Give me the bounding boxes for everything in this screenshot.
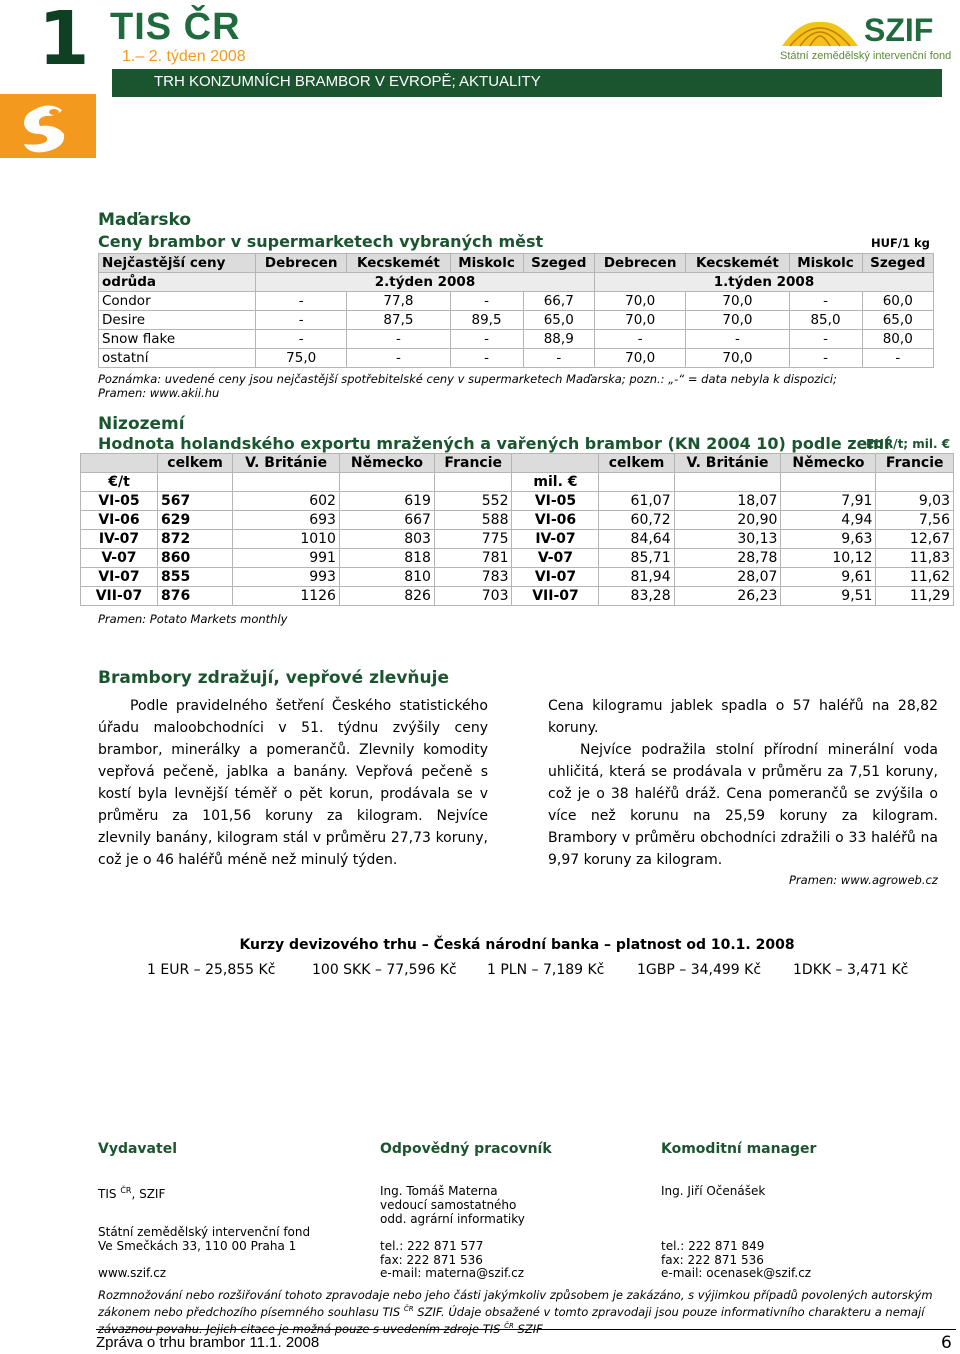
price-cell: - (450, 292, 523, 311)
table-row (99, 292, 934, 311)
value-cell: 9,51 (781, 587, 876, 606)
footer-manager-heading: Komoditní manager (661, 1141, 817, 1157)
price-cell: - (686, 330, 789, 349)
value-cell: 11,29 (876, 587, 954, 606)
szif-logo-text: SZIF (864, 12, 934, 48)
value-cell: 30,13 (674, 530, 781, 549)
price-cell: 65,0 (862, 311, 933, 330)
unit-cell: €/t (81, 473, 158, 492)
table-header-cell: Kecskemét (347, 254, 450, 273)
variety-cell: ostatní (99, 349, 256, 368)
price-cell: 70,0 (686, 349, 789, 368)
value-cell: 629 (158, 511, 233, 530)
price-cell: 70,0 (594, 311, 685, 330)
responsible-tel: tel.: 222 871 577 (380, 1239, 484, 1253)
value-cell: 783 (434, 568, 512, 587)
value-cell: 860 (158, 549, 233, 568)
szif-logo-subtitle: Státní zemědělský intervenční fond (780, 50, 952, 62)
article-left-column: Podle pravidelného šetření Českého statistického úřadu maloobchodníci v 51. týdnu zvýšily ceny brambor, minerálky a pomerančů. Zlevnily komodity vepřová pečeně, jablka a banány. Vepřová pečeně s kostí byla levnější téměř o pět korun, prodávala se v průměru za 101,56 koruny za kilogram. Nejvíce zlevnily banány, kilogram stál v průměru 27,73 koruny, což je o 46 haléřů méně než minulý týden. (98, 698, 488, 868)
table-row (99, 311, 934, 330)
value-cell: 552 (434, 492, 512, 511)
exchange-rate-item: 1DKK – 3,471 Kč (793, 962, 909, 978)
value-cell: 83,28 (599, 587, 674, 606)
period-cell: VII-07 (512, 587, 599, 606)
netherlands-unit: EUR/t; mil. € (866, 437, 951, 451)
table-row (99, 330, 934, 349)
header-bar-title: TRH KONZUMNÍCH BRAMBOR V EVROPĚ; AKTUALITY (154, 73, 541, 90)
table-row (81, 587, 954, 606)
price-cell: - (256, 330, 347, 349)
copyright-disclaimer: Rozmnožování nebo rozšiřování tohoto zpravodaje nebo jeho části jakýmkoliv způsobem je zakázáno, s výjimkou případů povolených autorským zákonem nebo předchozího písemného souhlasu TIS $^{ČR}$ SZIF. Údaje obsažené v tomto zpravodaji jsou pouze informativního charakteru a nemají závaznou povahu. Jejich citace je možná pouze s uvedením zdroje TIS $^{ČR}$ SZIF (98, 1288, 933, 1336)
value-cell: 876 (158, 587, 233, 606)
value-cell: 28,78 (674, 549, 781, 568)
price-cell: - (789, 292, 862, 311)
article-source: Pramen: www.agroweb.cz (789, 873, 938, 887)
value-cell: 602 (233, 492, 340, 511)
price-cell: - (789, 330, 862, 349)
netherlands-source: Pramen: Potato Markets monthly (98, 612, 288, 626)
table-header-cell: celkem (599, 454, 674, 473)
section-country-netherlands: Nizozemí (98, 414, 185, 434)
hungary-table-title: Ceny brambor v supermarketech vybraných měst (98, 232, 544, 251)
table-header-cell (81, 454, 158, 473)
hungary-price-table (98, 253, 934, 368)
table-header-cell: Francie (876, 454, 954, 473)
period-cell: V-07 (81, 549, 158, 568)
table-row (81, 511, 954, 530)
price-cell: - (256, 311, 347, 330)
publisher-org: Státní zemědělský intervenční fond (98, 1225, 311, 1239)
hungary-note: Poznámka: uvedené ceny jsou nejčastější spotřebitelské ceny v supermarketech Maďarska; pozn.: „-“ = data nebyla k dispozici; (98, 372, 837, 386)
price-cell: 89,5 (450, 311, 523, 330)
value-cell: 993 (233, 568, 340, 587)
table-row (81, 549, 954, 568)
netherlands-header-row (81, 454, 954, 473)
value-cell: 60,72 (599, 511, 674, 530)
responsible-email-link[interactable]: e-mail: materna@szif.cz (380, 1266, 525, 1280)
period-cell: IV-07 (512, 530, 599, 549)
header-bar (112, 69, 942, 97)
table-header-cell: Szeged (862, 254, 933, 273)
price-cell: - (450, 349, 523, 368)
footer-divider (96, 1329, 956, 1330)
value-cell: 619 (339, 492, 434, 511)
issue-number: 1 (38, 0, 90, 82)
value-cell: 1126 (233, 587, 340, 606)
hungary-header-row (99, 254, 934, 273)
period-cell: IV-07 (81, 530, 158, 549)
value-cell: 810 (339, 568, 434, 587)
value-cell: 991 (233, 549, 340, 568)
manager-tel: tel.: 222 871 849 (661, 1239, 765, 1253)
table-header-cell: Kecskemét (686, 254, 789, 273)
period-cell: VII-07 (81, 587, 158, 606)
price-cell: - (347, 349, 450, 368)
table-header-cell: Německo (339, 454, 434, 473)
table-header-cell: 1.týden 2008 (594, 273, 933, 292)
period-cell: VI-07 (512, 568, 599, 587)
price-cell: 75,0 (256, 349, 347, 368)
table-header-cell: 2.týden 2008 (256, 273, 595, 292)
table-header-cell: Francie (434, 454, 512, 473)
value-cell: 872 (158, 530, 233, 549)
netherlands-table-title: Hodnota holandského exportu mražených a vařených brambor (KN 2004 10) podle zemí (98, 434, 890, 453)
szif-field-logo-icon (780, 18, 860, 48)
value-cell: 7,56 (876, 511, 954, 530)
value-cell: 26,23 (674, 587, 781, 606)
article-right-paragraph-1: Cena kilogramu jablek spadla o 57 haléřů na 28,82 koruny. (548, 698, 938, 736)
value-cell: 9,63 (781, 530, 876, 549)
netherlands-export-table (80, 453, 954, 606)
report-title: Zpráva o trhu brambor 11.1. 2008 (96, 1334, 320, 1351)
table-header-cell: Debrecen (256, 254, 347, 273)
table-header-cell: Německo (781, 454, 876, 473)
table-row (81, 492, 954, 511)
price-cell: 70,0 (594, 349, 685, 368)
publisher-address: Ve Smečkách 33, 110 00 Praha 1 (98, 1239, 297, 1253)
table-header-cell: celkem (158, 454, 233, 473)
period-cell: VI-05 (512, 492, 599, 511)
hungary-source: Pramen: www.akii.hu (98, 386, 220, 400)
value-cell: 11,83 (876, 549, 954, 568)
price-cell: 85,0 (789, 311, 862, 330)
table-header-cell: Miskolc (450, 254, 523, 273)
value-cell: 667 (339, 511, 434, 530)
value-cell: 775 (434, 530, 512, 549)
manager-fax: fax: 222 871 536 (661, 1253, 764, 1267)
table-header-cell: Miskolc (789, 254, 862, 273)
footer-publisher-heading: Vydavatel (98, 1141, 177, 1157)
table-header-cell: V. Británie (233, 454, 340, 473)
table-row (99, 349, 934, 368)
table-header-cell: odrůda (99, 273, 256, 292)
price-cell: 77,8 (347, 292, 450, 311)
value-cell: 18,07 (674, 492, 781, 511)
price-cell: - (594, 330, 685, 349)
value-cell: 7,91 (781, 492, 876, 511)
value-cell: 10,12 (781, 549, 876, 568)
table-header-cell (512, 454, 599, 473)
value-cell: 4,94 (781, 511, 876, 530)
responsible-role: vedoucí samostatného (380, 1198, 517, 1212)
value-cell: 588 (434, 511, 512, 530)
value-cell: 12,67 (876, 530, 954, 549)
hungary-week-row (99, 273, 934, 292)
value-cell: 818 (339, 549, 434, 568)
price-cell: 60,0 (862, 292, 933, 311)
price-cell: 88,9 (523, 330, 594, 349)
publisher-web-link[interactable]: www.szif.cz (98, 1266, 167, 1280)
value-cell: 28,07 (674, 568, 781, 587)
price-cell: 70,0 (594, 292, 685, 311)
value-cell: 9,61 (781, 568, 876, 587)
week-label: 1.– 2. týden 2008 (122, 48, 246, 65)
responsible-fax: fax: 222 871 536 (380, 1253, 483, 1267)
value-cell: 81,94 (599, 568, 674, 587)
article-right-paragraph-2: Nejvíce podražila stolní přírodní minerální voda uhličitá, která se prodávala v průměru za 7,51 koruny, což je o 38 haléřů dráž. Cena pomerančů se zvýšila o více než korunu na 25,59 koruny za kilogram. Brambory v průměru obchodníci zdražili o 33 haléřů na 9,97 koruny za kilogram. (548, 742, 938, 868)
publisher-name: TIS $^{ČR}$, SZIF (98, 1186, 166, 1201)
table-header-cell: Debrecen (594, 254, 685, 273)
value-cell: 11,62 (876, 568, 954, 587)
value-cell: 84,64 (599, 530, 674, 549)
variety-cell: Condor (99, 292, 256, 311)
value-cell: 693 (233, 511, 340, 530)
manager-name: Ing. Jiří Očenášek (661, 1184, 766, 1198)
value-cell: 20,90 (674, 511, 781, 530)
price-cell: 80,0 (862, 330, 933, 349)
section-country-hungary: Maďarsko (98, 210, 192, 230)
price-cell: 65,0 (523, 311, 594, 330)
value-cell: 803 (339, 530, 434, 549)
article-headline: Brambory zdražují, vepřové zlevňuje (98, 668, 449, 688)
variety-cell: Desire (99, 311, 256, 330)
exchange-rates-title: Kurzy devizového trhu – Česká národní banka – platnost od 10.1. 2008 (239, 937, 795, 953)
value-cell: 1010 (233, 530, 340, 549)
exchange-rate-item: 1 PLN – 7,189 Kč (487, 962, 605, 978)
table-row (81, 530, 954, 549)
table-row (81, 568, 954, 587)
price-cell: 70,0 (686, 311, 789, 330)
footer-responsible-heading: Odpovědný pracovník (380, 1141, 552, 1157)
price-cell: - (789, 349, 862, 368)
period-cell: VI-06 (81, 511, 158, 530)
period-cell: VI-05 (81, 492, 158, 511)
brand-title: TIS ČR (110, 6, 241, 48)
price-cell: - (347, 330, 450, 349)
value-cell: 781 (434, 549, 512, 568)
value-cell: 855 (158, 568, 233, 587)
manager-email-link[interactable]: e-mail: ocenasek@szif.cz (661, 1266, 812, 1280)
price-cell: 87,5 (347, 311, 450, 330)
price-cell: 66,7 (523, 292, 594, 311)
hungary-unit: HUF/1 kg (871, 236, 930, 250)
variety-cell: Snow flake (99, 330, 256, 349)
exchange-rate-item: 1GBP – 34,499 Kč (637, 962, 762, 978)
responsible-role: odd. agrární informatiky (380, 1212, 525, 1226)
value-cell: 703 (434, 587, 512, 606)
table-header-cell: Nejčastější ceny (99, 254, 256, 273)
period-cell: VI-07 (81, 568, 158, 587)
table-header-cell: Szeged (523, 254, 594, 273)
period-cell: V-07 (512, 549, 599, 568)
responsible-name: Ing. Tomáš Materna (380, 1184, 498, 1198)
value-cell: 826 (339, 587, 434, 606)
price-cell: - (256, 292, 347, 311)
value-cell: 567 (158, 492, 233, 511)
price-cell: 70,0 (686, 292, 789, 311)
price-cell: - (862, 349, 933, 368)
value-cell: 9,03 (876, 492, 954, 511)
exchange-rate-item: 1 EUR – 25,855 Kč (147, 962, 276, 978)
period-cell: VI-06 (512, 511, 599, 530)
value-cell: 85,71 (599, 549, 674, 568)
potato-logo-icon (0, 94, 96, 158)
table-header-cell: V. Británie (674, 454, 781, 473)
netherlands-unit-row (81, 473, 954, 492)
unit-cell: mil. € (512, 473, 599, 492)
page-number: 6 (941, 1333, 952, 1353)
value-cell: 61,07 (599, 492, 674, 511)
exchange-rate-item: 100 SKK – 77,596 Kč (312, 962, 457, 978)
price-cell: - (450, 330, 523, 349)
price-cell: - (523, 349, 594, 368)
